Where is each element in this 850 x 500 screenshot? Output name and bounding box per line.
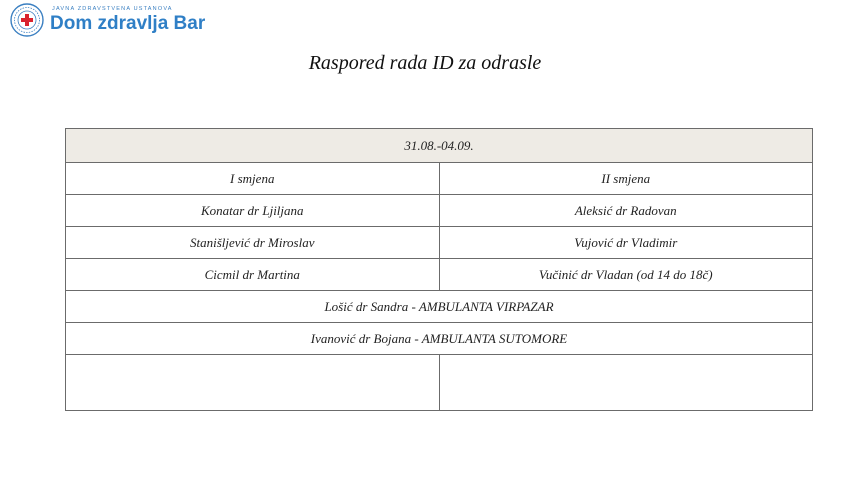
table-row [66,227,813,259]
org-name: Dom zdravlja Bar [50,13,206,35]
shift-header-first: I smjena [66,163,440,195]
org-type-label: JAVNA ZDRAVSTVENA USTANOVA [52,5,173,12]
shift-header-row [66,163,813,195]
first-shift-doctor: Stanišljević dr Miroslav [66,227,440,259]
week-row [66,129,813,163]
site-logo[interactable] [10,3,205,37]
second-shift-doctor: Vučinić dr Vladan (od 14 do 18č) [439,259,813,291]
shift-header-second: II smjena [439,163,813,195]
medical-cross-logo-icon [10,3,44,37]
first-shift-doctor: Konatar dr Ljiljana [66,195,440,227]
second-shift-doctor: Aleksić dr Radovan [439,195,813,227]
ambulance-assignment: Ivanović dr Bojana - AMBULANTA SUTOMORE [66,323,813,355]
first-shift-doctor: Cicmil dr Martina [66,259,440,291]
ambulance-assignment: Lošić dr Sandra - AMBULANTA VIRPAZAR [66,291,813,323]
ambulance-row [66,323,813,355]
empty-cell [439,355,813,411]
table-row [66,259,813,291]
second-shift-doctor: Vujović dr Vladimir [439,227,813,259]
week-range: 31.08.-04.09. [66,129,813,163]
page-title: Raspored rada ID za odrasle [308,52,542,74]
schedule-table [65,128,813,411]
ambulance-row [66,291,813,323]
empty-row [66,355,813,411]
empty-cell [66,355,440,411]
table-row [66,195,813,227]
